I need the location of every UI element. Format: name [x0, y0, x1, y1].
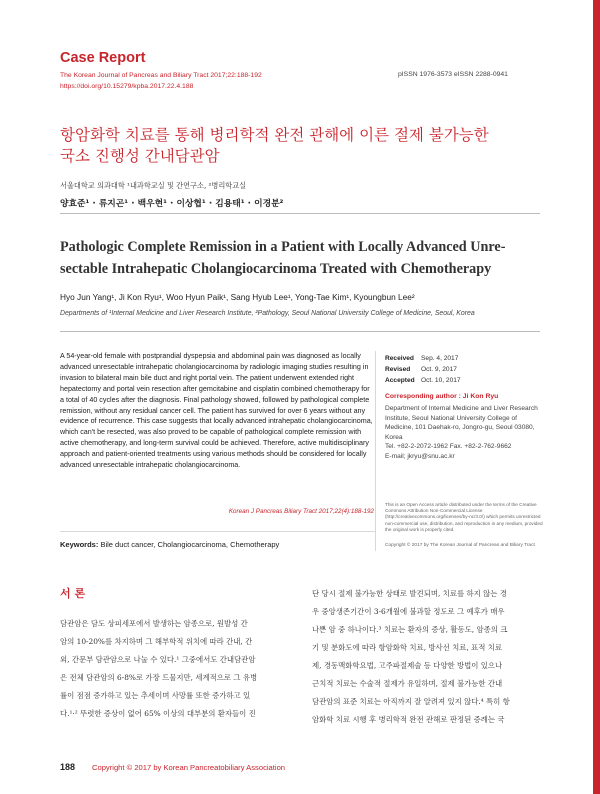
body-line: 다.¹·² 뚜렷한 증상이 없어 65% 이상의 대부분의 환자들이 진	[60, 709, 256, 718]
english-title-line2: sectable Intrahepatic Cholangiocarcinoma Treated with Chemotherapy	[60, 261, 492, 277]
page-number: 188	[60, 762, 76, 772]
date-value: Oct. 10, 2017	[421, 376, 461, 384]
email-line[interactable]: E-mail; jkryu@snu.ac.kr	[385, 452, 455, 460]
date-row	[385, 365, 461, 376]
date-row	[385, 376, 461, 387]
korean-affiliation: 서울대학교 의과대학 ¹내과학교실 및 간연구소, ²병리학교실	[60, 181, 247, 190]
body-line: 외, 간문부 담관암으로 나눌 수 있다.¹ 그중에서도 간내담관암	[60, 655, 256, 664]
body-column-right	[312, 585, 542, 729]
journal-citation: The Korean Journal of Pancreas and Biliary Tract 2017;22:188-192	[60, 72, 262, 79]
section-heading-introduction: 서 론	[60, 587, 86, 600]
body-line: 우 중앙생존기간이 3-6개월에 불과할 정도로 그 예후가 매우	[312, 607, 505, 616]
doi-link[interactable]: https://doi.org/10.15279/kpba.2017.22.4.188	[60, 83, 194, 90]
abstract	[60, 351, 374, 471]
license-notice: This is an Open Access article distributed under the terms of the Creative Commons Attribution Non-Commercial License (http://creativecommons.org/licenses/by-nc/3.0/) which permits unrestricted non-commercial use, distribution, and reproduction in any medium, provided the original work is properly cited.	[385, 502, 543, 532]
english-authors: Hyo Jun Yang¹, Ji Kon Ryu¹, Woo Hyun Paik¹, Sang Hyub Lee¹, Yong-Tae Kim¹, Kyoungbun Lee²	[60, 292, 415, 302]
body-line: 암화학 치료 시행 후 병리학적 완전 관해로 판정된 증례는 국	[312, 715, 505, 724]
english-title-line1: Pathologic Complete Remission in a Patient with Locally Advanced Unre-	[60, 239, 506, 255]
date-value: Oct. 9, 2017	[421, 365, 457, 373]
address-line: Institute, Seoul National University College of	[385, 414, 517, 422]
divider	[60, 213, 540, 214]
body-line: 기 및 분화도에 따라 항암화학 치료, 방사선 치료, 표적 치료	[312, 643, 503, 652]
body-line: 나쁜 암 중 하나이다.³ 치료는 환자의 증상, 활동도, 암종의 크	[312, 625, 508, 634]
corresponding-author-heading: Corresponding author : Ji Kon Ryu	[385, 393, 499, 400]
keywords	[60, 540, 279, 549]
issn: pISSN 1976-3573 eISSN 2288-0941	[398, 71, 508, 78]
body-line: 근치적 치료는 수술적 절제가 유일하며, 절제 불가능한 간내	[312, 679, 503, 688]
sidebar-copyright: Copyright © 2017 by The Korean Journal of Pancreas and Biliary Tract	[385, 543, 535, 548]
korean-title	[60, 125, 540, 167]
korean-authors: 양효준¹ · 류지곤¹ · 백우현¹ · 이상협¹ · 김용태¹ · 이경분²	[60, 199, 284, 209]
english-departments: Departments of ¹Internal Medicine and Liver Research Institute, ²Pathology, Seoul National University College of Medicine, Seoul, Korea	[60, 310, 475, 317]
side-accent-bar	[593, 0, 600, 794]
body-line: 단 당시 절제 불가능한 상태로 발견되며, 치료를 하지 않는 경	[312, 589, 507, 598]
footer-copyright: Copyright © 2017 by Korean Pancreatobiliary Association	[92, 763, 286, 772]
address-line: Medicine, 101 Daehak-ro, Jongro-gu, Seoul 03080,	[385, 424, 535, 431]
korean-title-line2: 국소 진행성 간내담관암	[60, 147, 220, 165]
date-value: Sep. 4, 2017	[421, 355, 459, 362]
date-label: Accepted	[385, 376, 415, 384]
date-row	[385, 354, 461, 365]
divider	[60, 331, 540, 332]
body-line: 암의 10-20%를 차지하며 그 해부학적 위치에 따라 간내, 간	[60, 637, 253, 646]
body-line: 은 전체 담관암의 6-8%로 가장 드물지만, 세계적으로 그 유병	[60, 673, 258, 682]
article-type: Case Report	[60, 50, 146, 66]
date-label: Revised	[385, 365, 411, 373]
english-title	[60, 236, 550, 280]
body-line: 제, 경동맥화학요법, 고주파절제술 등 다양한 방법이 있으나	[312, 661, 503, 670]
address-line: Korea	[385, 433, 403, 441]
address-line: Department of Internal Medicine and Liver Research	[385, 405, 538, 412]
sidebar-divider	[375, 351, 376, 551]
divider	[60, 531, 375, 532]
address-line: Tel. +82-2-2072-1962 Fax. +82-2-762-9662	[385, 443, 512, 450]
article-dates	[385, 354, 461, 386]
keywords-label: Keywords:	[60, 540, 99, 549]
date-label: Received	[385, 355, 414, 362]
abstract-text: A 54-year-old female with postprandial dyspepsia and abdominal pain was diagnosed as locally advanced unresectable intrahepatic cholangiocarcinoma by radiologic imaging studies resulting in invasion to bilateral main bile duct and right portal vein. The patient underwent extended right hepatectomy and portal vein resection after gemcitabine and cisplatin combined chemotherapy for a total of 40 cycles after the diagnosis. Final pathology showed, followed by pathological complete remission, without any residual cancer cell. The patient has survived for over 6 years without any evidence of recurrence. This case suggests that locally advanced intrahepatic cholangiocarcinoma, which can't be resected, was also proved to be capable of pathological complete remission with active chemotherapy, and long-term survival could be achieved. Therefore, active multidisciplinary approach and patient-oriented treatments using various methods should be considered for locally advanced unresectable intrahepatic cholangiocarcinoma.	[60, 352, 373, 470]
corresponding-author-address	[385, 404, 550, 461]
citation: Korean J Pancreas Biliary Tract 2017;22(4):188-192	[228, 508, 374, 515]
body-column-left	[60, 615, 290, 723]
body-line: 담관암은 담도 상피세포에서 발생하는 암종으로, 원발성 간	[60, 619, 248, 628]
korean-title-line1: 항암화학 치료를 통해 병리학적 완전 관해에 이른 절제 불가능한	[60, 126, 489, 144]
body-line: 담관암의 표준 치료는 아직까지 잘 알려져 있지 않다.⁴ 특히 항	[312, 697, 510, 706]
keywords-list: Bile duct cancer, Cholangiocarcinoma, Chemotherapy	[100, 540, 280, 549]
body-line: 률이 점점 증가하고 있는 추세이며 사망률 또한 증가하고 있	[60, 691, 251, 700]
